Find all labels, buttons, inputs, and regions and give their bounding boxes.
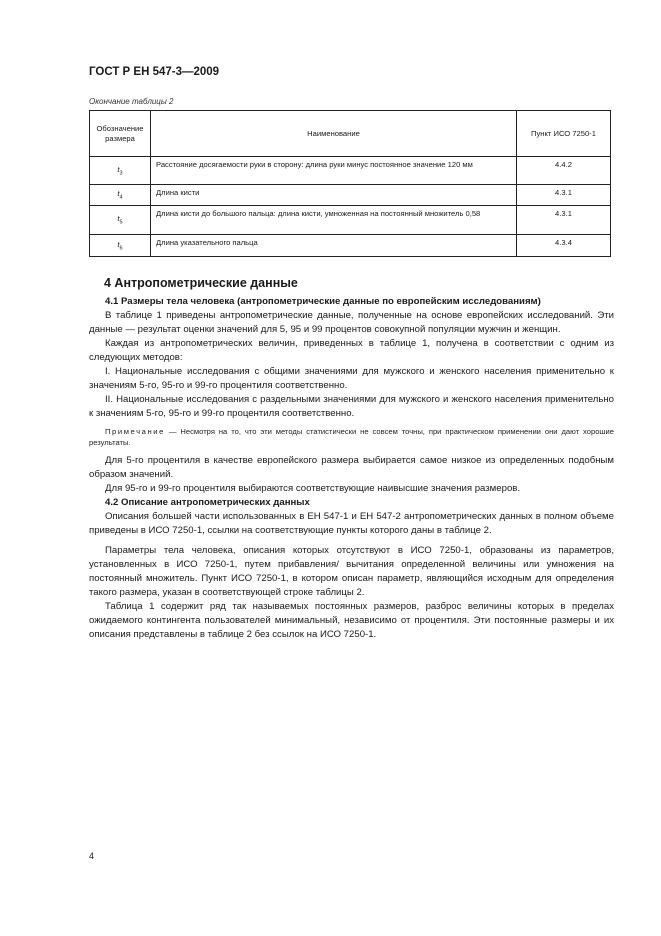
row-reference: 4.3.4 [517,235,611,257]
section-body [89,295,614,642]
row-reference: 4.3.1 [517,206,611,235]
method-item: I. Национальные исследования с общими значениями для мужского и женского населения применительно к значениям 5-го, 95-го и 99-го процентиля соответственно. [89,366,614,391]
column-header-reference: Пункт ИСО 7250-1 [517,111,611,157]
subsection-title-4-2: 4.2 Описание антропометрических данных [105,497,310,508]
paragraph: Каждая из антропометрических величин, приведенных в таблице 1, получена в соответствии с одним из следующих методов: [89,338,614,363]
row-symbol: $t_4$ [90,185,151,206]
row-name: Длина кисти [151,185,517,206]
paragraph: Параметры тела человека, описания которых отсутствуют в ИСО 7250-1, образованы из параметров, установленных в ИСО 7250-1, путем прибавления/ вычитания определенной величины или умножения на постоянный множитель. Пункт ИСО 7250-1, в котором описан параметр, являющийся исходным для определения такого размера, указан в соответствующей строке таблицы 2. [89,545,614,598]
paragraph: Описания большей части использованных в ЕН 547-1 и ЕН 547-2 антропометрических данных в полном объеме приведены в ИСО 7250-1, ссылки на соответствующие пункты которого даны в таблице 2. [89,511,614,536]
row-symbol: $t_5$ [90,206,151,235]
row-name: Расстояние досягаемости руки в сторону: длина руки минус постоянное значение 120 мм [151,157,517,185]
paragraph: В таблице 1 приведены антропометрические данные, полученные на основе европейских исследований. Эти данные — результат оценки значений для 5, 95 и 99 процентов совокупной популяции мужчин и женщин. [89,310,614,335]
row-symbol: $t_6$ [90,235,151,257]
paragraph: Для 5-го процентиля в качестве европейского размера выбирается самое низкое из определенных подобным образом значений. [89,455,614,480]
column-header-name: Наименование [151,111,517,157]
table-row [90,235,611,257]
document-header: ГОСТ Р ЕН 547-3—2009 [89,66,220,78]
paragraph: Для 95-го и 99-го процентиля выбираются соответствующие наивысшие значения размеров. [105,483,521,494]
table-row [90,185,611,206]
table-header-row [90,111,611,157]
dimensions-table [89,110,611,257]
page-number: 4 [89,851,95,861]
section-title: 4 Антропометрические данные [104,276,298,290]
row-name: Длина указательного пальца [151,235,517,257]
row-reference: 4.3.1 [517,185,611,206]
note-label: Примечание [105,427,165,436]
note-text: — Несмотря на то, что эти методы статистически не совсем точны, при практическом применении они дают хорошие результаты. [89,427,614,447]
method-item: II. Национальные исследования с раздельными значениями для мужского и женского населения применительно к значениям 5-го, 95-го и 99-го процентиля соответственно. [89,394,614,419]
column-header-symbol: Обозначение размера [90,111,151,157]
table-row [90,157,611,185]
table-caption: Окончание таблицы 2 [89,97,174,106]
subsection-title-4-1: 4.1 Размеры тела человека (антропометрические данные по европейским исследованиям) [105,296,541,307]
row-reference: 4.4.2 [517,157,611,185]
note [89,426,614,448]
table-row [90,206,611,235]
row-name: Длина кисти до большого пальца: длина кисти, умноженная на постоянный множитель 0,58 [151,206,517,235]
row-symbol: $t_3$ [90,157,151,185]
paragraph: Таблица 1 содержит ряд так называемых постоянных размеров, разброс величины которых в пределах ожидаемого контингента пользователей минимальный, независимо от процентиля. Эти постоянные размеры и их описания представлены в таблице 2 без ссылок на ИСО 7250-1. [89,601,614,640]
